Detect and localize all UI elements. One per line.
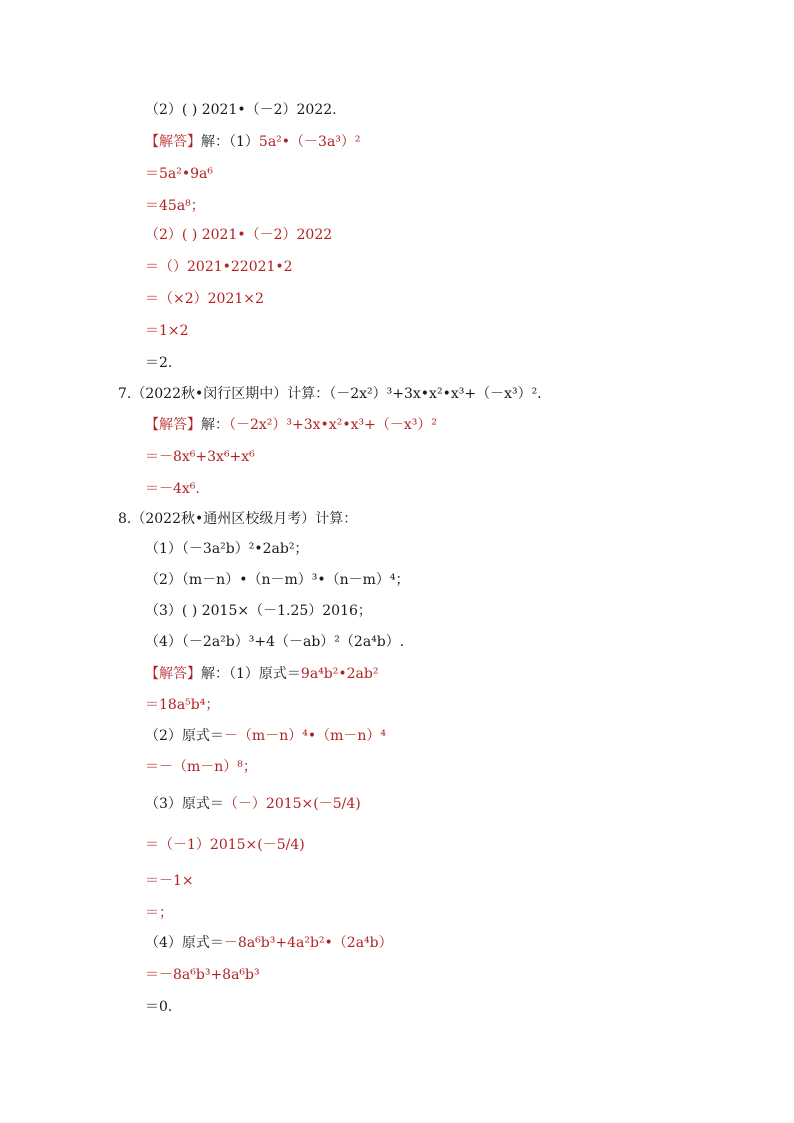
answer-step: （2）( ) 2021•（－2）2022 <box>145 227 333 243</box>
answer-label: 【解答】 <box>145 417 201 433</box>
answer-step: （3）原式＝（－）2015×(－5/4) <box>145 796 361 812</box>
answer-step: ＝（×2）2021×2 <box>145 291 264 307</box>
question-7: 7.（2022秋•闵行区期中）计算：（－2x²）³+3x•x²•x³+（－x³）². <box>118 386 542 402</box>
answer-step: （4）原式＝－8a⁶b³+4a²b²•（2a⁴b） <box>145 935 393 951</box>
problem-part-2: （2）( ) 2021•（－2）2022. <box>145 102 337 118</box>
question-8-part-1: （1）（－3a²b）²•2ab²； <box>145 541 309 557</box>
answer-step: ＝2. <box>145 355 173 371</box>
answer-step: ＝－1× <box>145 873 194 889</box>
answer-step: ＝（－1）2015×(－5/4) <box>145 837 305 853</box>
question-8: 8.（2022秋•通州区校级月考）计算： <box>118 511 358 527</box>
answer-step: ＝－（m－n）⁸； <box>145 759 257 775</box>
answer-label: 【解答】 <box>145 666 201 682</box>
answer-step: ＝5a²•9a⁶ <box>145 166 213 182</box>
answer-line: 【解答】解：（－2x²）³+3x•x²•x³+（－x³）² <box>145 417 437 433</box>
answer-step: ＝； <box>145 905 173 921</box>
answer-step: ＝－8a⁶b³+8a⁶b³ <box>145 967 260 983</box>
question-8-part-2: （2）（m－n）•（n－m）³•（n－m）⁴； <box>145 572 410 588</box>
answer-step: ＝0. <box>145 999 173 1015</box>
answer-line: 【解答】解：（1）原式＝9a⁴b²•2ab² <box>145 666 379 682</box>
answer-expression: 5a²•（－3a³）² <box>258 134 361 150</box>
answer-step: （2）原式＝－（m－n）⁴•（m－n）⁴ <box>145 728 386 744</box>
answer-step: ＝（）2021•22021•2 <box>145 259 293 275</box>
answer-step: ＝1×2 <box>145 323 189 339</box>
question-8-part-3: （3）( ) 2015×（－1.25）2016； <box>145 603 372 619</box>
answer-step: ＝－4x⁶. <box>145 481 200 497</box>
question-8-part-4: （4）（－2a²b）³+4（－ab）²（2a⁴b）. <box>145 634 405 650</box>
answer-step: ＝－8x⁶+3x⁶+x⁶ <box>145 449 255 465</box>
answer-label: 【解答】 <box>145 134 201 150</box>
answer-line: 【解答】解：（1）5a²•（－3a³）² <box>145 134 361 150</box>
answer-step: ＝18a⁵b⁴； <box>145 697 220 713</box>
answer-step: ＝45a⁸； <box>145 198 205 214</box>
